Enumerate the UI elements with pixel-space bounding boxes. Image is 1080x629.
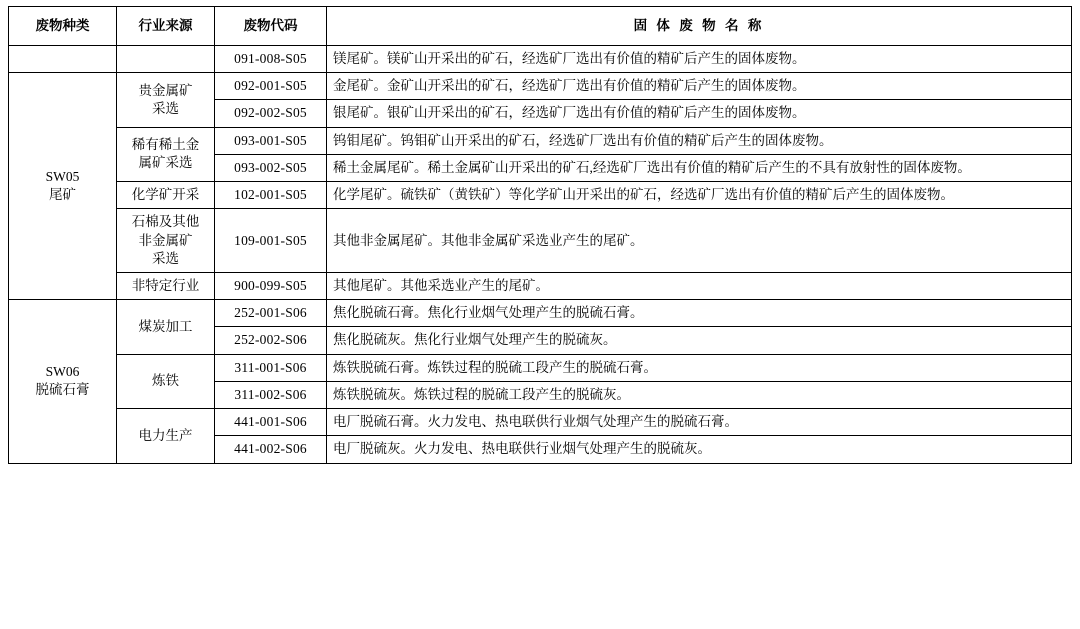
- cell-industry-source: 稀有稀土金 属矿采选: [117, 127, 215, 181]
- cell-waste-name: 银尾矿。银矿山开采出的矿石，经选矿厂选出有价值的精矿后产生的固体废物。: [327, 100, 1072, 127]
- cell-industry-source: 非特定行业: [117, 272, 215, 299]
- cell-industry-source: [117, 46, 215, 73]
- cell-waste-category: SW05 尾矿: [9, 73, 117, 300]
- cell-waste-name: 电厂脱硫灰。火力发电、热电联供行业烟气处理产生的脱硫灰。: [327, 436, 1072, 463]
- cell-waste-code: 093-001-S05: [215, 127, 327, 154]
- table-row: [9, 300, 1072, 327]
- cell-industry-source: 电力生产: [117, 409, 215, 463]
- cell-industry-source: 炼铁: [117, 354, 215, 408]
- cell-waste-name: 金尾矿。金矿山开采出的矿石，经选矿厂选出有价值的精矿后产生的固体废物。: [327, 73, 1072, 100]
- cell-industry-source: 贵金属矿 采选: [117, 73, 215, 127]
- table-row: [9, 73, 1072, 100]
- cell-waste-category: [9, 46, 117, 73]
- cell-waste-name: 化学尾矿。硫铁矿（黄铁矿）等化学矿山开采出的矿石，经选矿厂选出有价值的精矿后产生的固体废物。: [327, 182, 1072, 209]
- column-header-code: 废物代码: [215, 7, 327, 46]
- cell-waste-name: 炼铁脱硫石膏。炼铁过程的脱硫工段产生的脱硫石膏。: [327, 354, 1072, 381]
- cell-waste-code: 441-001-S06: [215, 409, 327, 436]
- cell-waste-code: 311-001-S06: [215, 354, 327, 381]
- cell-waste-category: SW06 脱硫石膏: [9, 300, 117, 463]
- table-row: [9, 354, 1072, 381]
- table-row: [9, 182, 1072, 209]
- cell-waste-code: 441-002-S06: [215, 436, 327, 463]
- cell-waste-code: 092-002-S05: [215, 100, 327, 127]
- cell-waste-code: 900-099-S05: [215, 272, 327, 299]
- cell-waste-code: 252-002-S06: [215, 327, 327, 354]
- cell-waste-code: 091-008-S05: [215, 46, 327, 73]
- solid-waste-catalog-table: [8, 6, 1072, 464]
- cell-industry-source: 化学矿开采: [117, 182, 215, 209]
- cell-waste-code: 109-001-S05: [215, 209, 327, 273]
- table-body: [9, 46, 1072, 464]
- cell-waste-name: 电厂脱硫石膏。火力发电、热电联供行业烟气处理产生的脱硫石膏。: [327, 409, 1072, 436]
- cell-industry-source: 石棉及其他 非金属矿 采选: [117, 209, 215, 273]
- table-row: [9, 46, 1072, 73]
- table-row: [9, 272, 1072, 299]
- cell-waste-code: 102-001-S05: [215, 182, 327, 209]
- cell-waste-name: 炼铁脱硫灰。炼铁过程的脱硫工段产生的脱硫灰。: [327, 381, 1072, 408]
- table-row: [9, 209, 1072, 273]
- cell-waste-code: 092-001-S05: [215, 73, 327, 100]
- cell-waste-name: 其他尾矿。其他采选业产生的尾矿。: [327, 272, 1072, 299]
- cell-waste-code: 093-002-S05: [215, 154, 327, 181]
- cell-waste-code: 311-002-S06: [215, 381, 327, 408]
- cell-waste-name: 稀土金属尾矿。稀土金属矿山开采出的矿石,经选矿厂选出有价值的精矿后产生的不具有放射性的固体废物。: [327, 154, 1072, 181]
- cell-waste-name: 焦化脱硫灰。焦化行业烟气处理产生的脱硫灰。: [327, 327, 1072, 354]
- table-row: [9, 127, 1072, 154]
- column-header-waste-name: 固 体 废 物 名 称: [327, 7, 1072, 46]
- cell-waste-name: 钨钼尾矿。钨钼矿山开采出的矿石，经选矿厂选出有价值的精矿后产生的固体废物。: [327, 127, 1072, 154]
- cell-waste-code: 252-001-S06: [215, 300, 327, 327]
- cell-waste-name: 其他非金属尾矿。其他非金属矿采选业产生的尾矿。: [327, 209, 1072, 273]
- cell-industry-source: 煤炭加工: [117, 300, 215, 354]
- column-header-category: 废物种类: [9, 7, 117, 46]
- table-row: [9, 409, 1072, 436]
- cell-waste-name: 焦化脱硫石膏。焦化行业烟气处理产生的脱硫石膏。: [327, 300, 1072, 327]
- column-header-industry: 行业来源: [117, 7, 215, 46]
- table-header-row: [9, 7, 1072, 46]
- cell-waste-name: 镁尾矿。镁矿山开采出的矿石，经选矿厂选出有价值的精矿后产生的固体废物。: [327, 46, 1072, 73]
